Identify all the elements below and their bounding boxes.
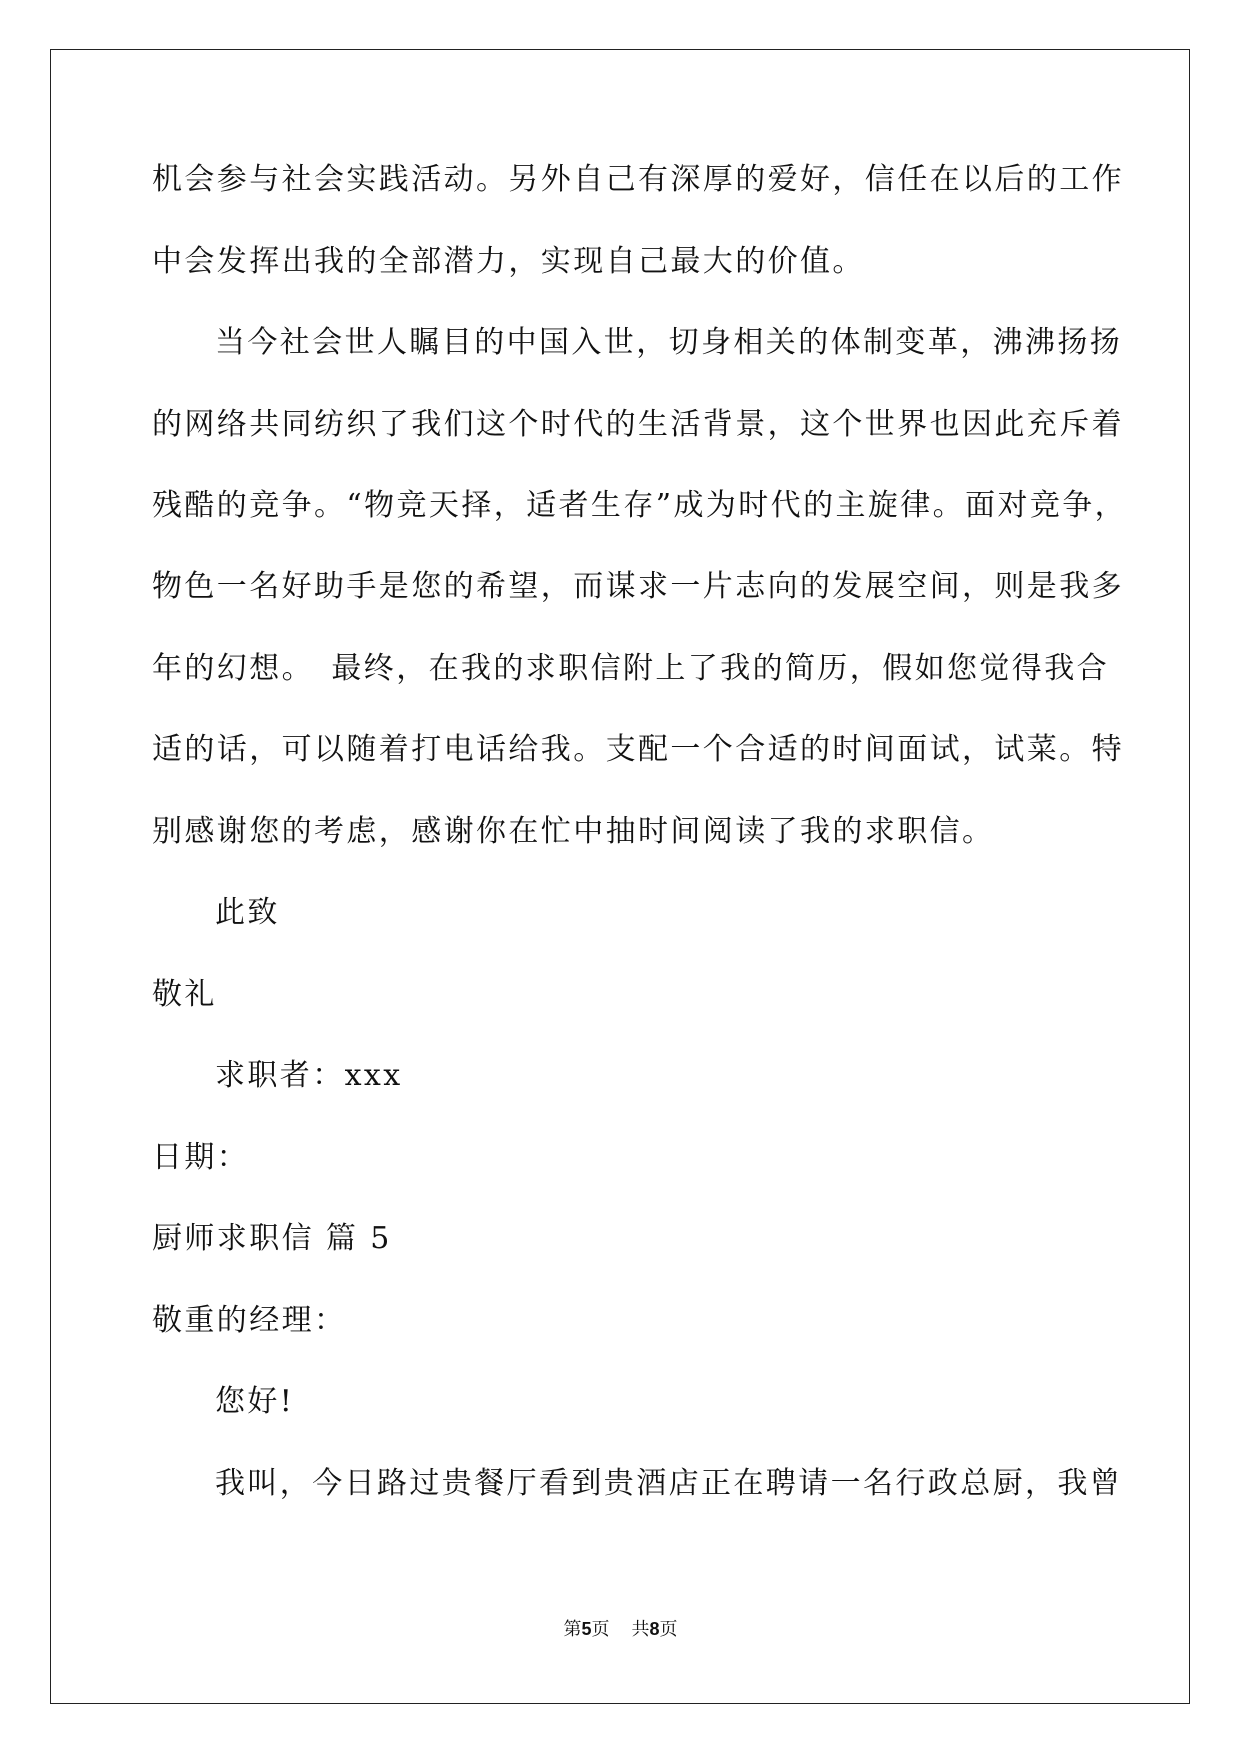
text-line: 适的话，可以随着打电话给我。支配一个合适的时间面试，试菜。特 xyxy=(152,732,1124,767)
date-line: 日期： xyxy=(152,1140,250,1175)
page-number: 5 xyxy=(581,1619,592,1639)
total-unit: 页 xyxy=(659,1619,678,1640)
page-prefix: 第 xyxy=(563,1619,582,1640)
closing-salutation: 此致 xyxy=(215,895,280,930)
text-line: 别感谢您的考虑，感谢你在忙中抽时间阅读了我的求职信。 xyxy=(152,814,995,849)
text-line: 的网络共同纺织了我们这个时代的生活背景，这个世界也因此充斥着 xyxy=(152,407,1124,442)
text-line: 中会发挥出我的全部潜力，实现自己最大的价值。 xyxy=(152,244,865,279)
text-line: 年的幻想。 最终，在我的求职信附上了我的简历，假如您觉得我合 xyxy=(152,651,1109,686)
section-heading: 厨师求职信 篇 5 xyxy=(152,1221,392,1256)
hello-line: 您好! xyxy=(215,1384,295,1419)
closing-regards: 敬礼 xyxy=(152,977,217,1012)
letter-greeting: 敬重的经理： xyxy=(152,1303,347,1338)
page-footer xyxy=(0,1615,1241,1641)
text-line: 物色一名好助手是您的希望，而谋求一片志向的发展空间，则是我多 xyxy=(152,569,1124,604)
page-total: 8 xyxy=(649,1619,660,1639)
total-prefix: 共 xyxy=(631,1619,650,1640)
paragraph-start-line: 当今社会世人瞩目的中国入世，切身相关的体制变革，沸沸扬扬 xyxy=(215,325,1123,360)
paragraph-start-line: 我叫，今日路过贵餐厅看到贵酒店正在聘请一名行政总厨，我曾 xyxy=(215,1466,1123,1501)
signature-line: 求职者：xxx xyxy=(215,1058,403,1093)
page-border xyxy=(50,49,1190,1704)
text-line: 残酷的竞争。“物竞天择，适者生存”成为时代的主旋律。面对竞争， xyxy=(152,488,1128,523)
page-unit: 页 xyxy=(591,1619,610,1640)
text-line: 机会参与社会实践活动。另外自己有深厚的爱好，信任在以后的工作 xyxy=(152,162,1124,197)
